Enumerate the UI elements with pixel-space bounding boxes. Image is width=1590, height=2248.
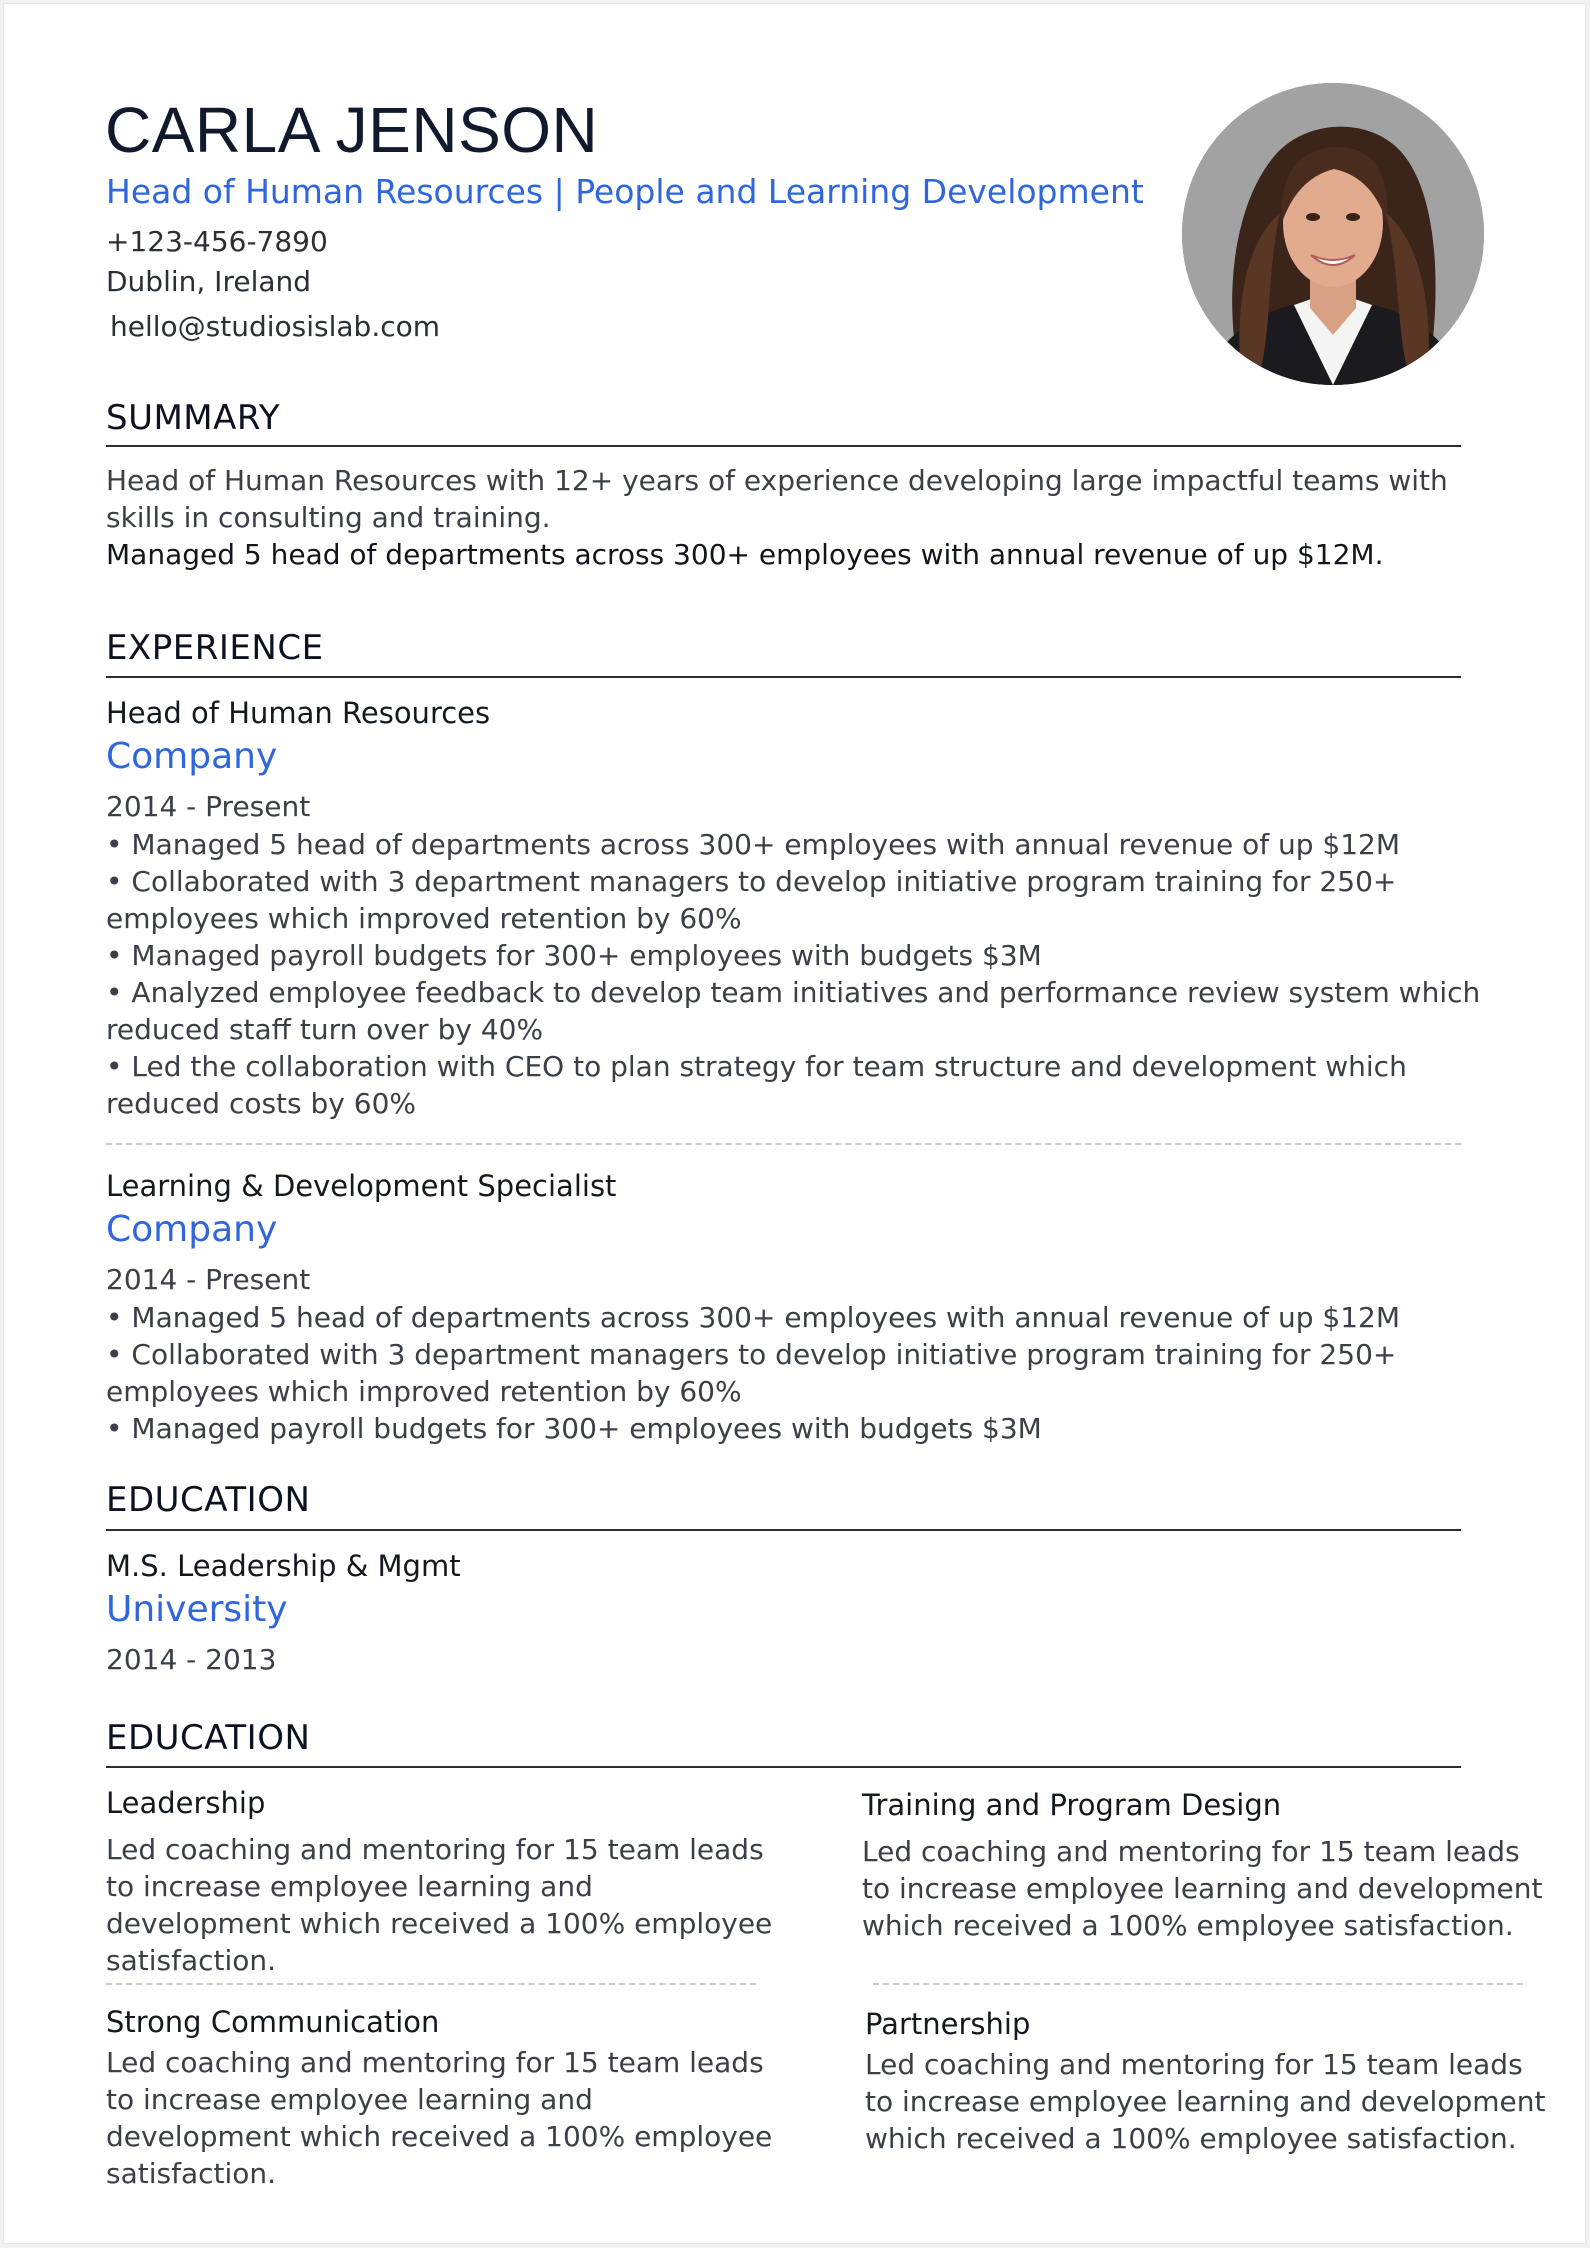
skill-item [865,2005,1555,2157]
skill-description: Led coaching and mentoring for 15 team leads to increase employee learning and development which received a 100% employee satisfaction. [862,1835,1543,1942]
education-heading: EDUCATION [106,1480,311,1520]
summary-heading: SUMMARY [106,398,281,438]
skill-separator [106,1983,756,1985]
job-bullets [106,1299,1486,1447]
job-bullet: • Analyzed employee feedback to develop team initiatives and performance review system which reduced staff turn over by 40% [106,976,1481,1046]
job-separator [106,1143,1461,1145]
school-name: University [106,1589,288,1630]
candidate-name: CARLA JENSON [105,94,599,166]
skill-title: Leadership [106,1786,266,1820]
job-dates: 2014 - Present [106,1263,311,1296]
education-divider [106,1529,1461,1531]
job-bullet: • Collaborated with 3 department managers to develop initiative program training for 250+ employees which improved retention by 60% [106,865,1397,935]
skills-heading: EDUCATION [106,1718,311,1758]
skill-description: Led coaching and mentoring for 15 team leads to increase employee learning and development which received a 100% employee satisfaction. [865,2048,1546,2155]
profile-photo [1182,83,1484,385]
degree-name: M.S. Leadership & Mgmt [106,1549,461,1583]
skill-title: Strong Communication [106,2005,440,2039]
summary-divider [106,445,1461,447]
resume-page [3,3,1586,2244]
skill-separator [873,1983,1523,1985]
skill-item [862,1786,1552,1944]
skills-divider [106,1766,1461,1768]
job-bullet: • Led the collaboration with CEO to plan strategy for team structure and development which reduced costs by 60% [106,1050,1407,1120]
job-bullet: • Managed payroll budgets for 300+ employees with budgets $3M [106,939,1042,972]
company-name: Company [106,1209,278,1250]
location: Dublin, Ireland [106,265,312,298]
skill-description: Led coaching and mentoring for 15 team leads to increase employee learning and development which received a 100% employee satisfaction. [106,1833,773,1977]
job-bullet: • Managed 5 head of departments across 300+ employees with annual revenue of up $12M [106,1301,1401,1334]
skill-title: Training and Program Design [862,1788,1282,1822]
job-dates: 2014 - Present [106,790,311,823]
job-bullet: • Managed 5 head of departments across 300+ employees with annual revenue of up $12M [106,828,1401,861]
skill-item [106,1784,786,1979]
summary-highlight: Managed 5 head of departments across 300+ employees with annual revenue of up $12M. [106,538,1384,571]
company-name: Company [106,736,278,777]
job-bullets [106,826,1486,1122]
summary-text: Head of Human Resources with 12+ years of experience developing large impactful teams with skills in consulting and training. [106,464,1448,534]
skill-item [106,2003,786,2192]
education-dates: 2014 - 2013 [106,1643,277,1676]
skill-description: Led coaching and mentoring for 15 team leads to increase employee learning and development which received a 100% employee satisfaction. [106,2046,773,2190]
phone-number: +123-456-7890 [106,225,328,258]
skill-title: Partnership [865,2007,1031,2041]
job-title: Head of Human Resources [106,696,491,730]
experience-heading: EXPERIENCE [106,628,324,668]
candidate-headline: Head of Human Resources | People and Learning Development [106,172,1144,211]
email-link[interactable]: hello@studiosislab.com [110,310,441,343]
job-bullet: • Collaborated with 3 department managers to develop initiative program training for 250+ employees which improved retention by 60% [106,1338,1397,1408]
experience-divider [106,676,1461,678]
job-bullet: • Managed payroll budgets for 300+ employees with budgets $3M [106,1412,1042,1445]
job-title: Learning & Development Specialist [106,1169,617,1203]
